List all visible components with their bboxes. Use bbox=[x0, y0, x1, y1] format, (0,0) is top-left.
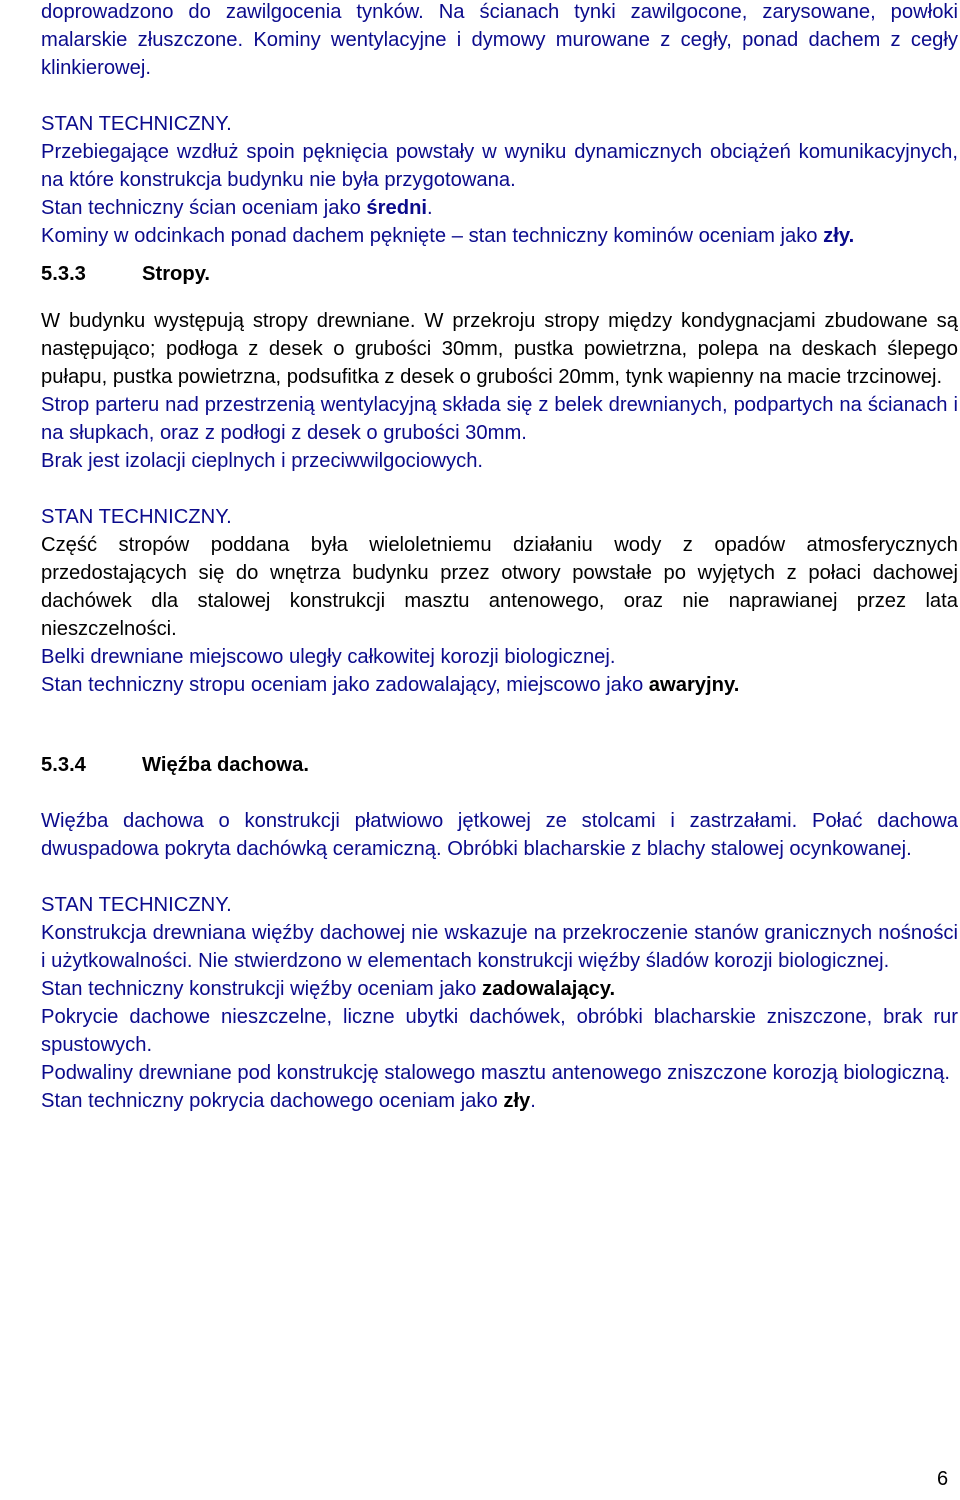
walls-tech-p2: Stan techniczny ścian oceniam jako średni. bbox=[41, 197, 433, 219]
section-533-p3: Brak jest izolacji cieplnych i przeciwwilgociowych. bbox=[41, 450, 484, 472]
section-533-t1: Część stropów poddana była wieloletniemu działaniu wody z opadów atmosferycznych przedostających się do wnętrza budynku przez otwory powstałe po wyjętych z połaci dachowej dachówek dla stalowej konstrukcji masztu antenowego, oraz nie naprawianej przez lata nieszczelności. bbox=[41, 534, 958, 640]
section-534-heading bbox=[41, 751, 958, 779]
page-number: 6 bbox=[937, 1468, 949, 1490]
walls-tech-heading: STAN TECHNICZNY. bbox=[41, 113, 232, 135]
roofing-rating: zły bbox=[503, 1090, 531, 1112]
section-533-tech-heading: STAN TECHNICZNY. bbox=[41, 506, 232, 528]
section-533-p1: W budynku występują stropy drewniane. W przekroju stropy między kondygnacjami zbudowane są następująco; podłoga z desek o grubości 30mm, pustka powietrzna, polepa na deskach ślepego pułapu, pustka powietrzna, podsufitka z desek o grubości 20mm, tynk wapienny na macie trzcinowej. bbox=[41, 310, 958, 388]
section-533-t3: Stan techniczny stropu oceniam jako zadowalający, miejscowo jako awaryjny. bbox=[41, 674, 740, 696]
walls-tech-p1: Przebiegające wzdłuż spoin pęknięcia powstały w wyniku dynamicznych obciążeń komunikacyjnych, na które konstrukcja budynku nie była przygotowana. bbox=[41, 141, 958, 191]
chimneys-rating: zły. bbox=[823, 225, 855, 247]
document-page bbox=[41, 0, 958, 1115]
roof-frame-rating: zadowalający. bbox=[481, 978, 616, 1000]
section-534-t2: Stan techniczny konstrukcji więźby oceniam jako zadowalający. bbox=[41, 978, 616, 1000]
intro-paragraph: doprowadzono do zawilgocenia tynków. Na ścianach tynki zawilgocone, zarysowane, powłoki malarskie złuszczone. Kominy wentylacyjne i dymowy murowane z cegły, ponad dachem z cegły klinkierowej. bbox=[41, 1, 958, 79]
section-534-p1: Więźba dachowa o konstrukcji płatwiowo jętkowej ze stolcami i zastrzałami. Połać dachowa dwuspadowa pokryta dachówką ceramiczną. Obróbki blacharskie z blachy stalowej ocynkowanej. bbox=[41, 810, 958, 860]
section-534-t3: Pokrycie dachowe nieszczelne, liczne ubytki dachówek, obróbki blacharskie zniszczone, brak rur spustowych. bbox=[41, 1006, 958, 1056]
section-533-heading bbox=[41, 260, 958, 288]
section-number: 5.3.3 bbox=[41, 263, 86, 285]
section-534-t4: Podwaliny drewniane pod konstrukcję stalowego masztu antenowego zniszczone korozją biologiczną. bbox=[41, 1062, 950, 1084]
section-title: Więźba dachowa. bbox=[142, 754, 309, 776]
walls-rating: średni bbox=[366, 197, 428, 219]
section-534-tech-heading: STAN TECHNICZNY. bbox=[41, 894, 232, 916]
walls-tech-p3: Kominy w odcinkach ponad dachem pęknięte – stan techniczny kominów oceniam jako zły. bbox=[41, 225, 855, 247]
floors-rating: awaryjny. bbox=[648, 674, 740, 696]
section-533-p2: Strop parteru nad przestrzenią wentylacyjną składa się z belek drewnianych, podpartych na ścianach i na słupkach, oraz z podłogi z desek o grubości 30mm. bbox=[41, 394, 958, 444]
section-533-t2: Belki drewniane miejscowo uległy całkowitej korozji biologicznej. bbox=[41, 646, 616, 668]
section-number: 5.3.4 bbox=[41, 754, 86, 776]
section-534-t5: Stan techniczny pokrycia dachowego oceniam jako zły. bbox=[41, 1090, 536, 1112]
section-title: Stropy. bbox=[142, 263, 211, 285]
section-534-t1: Konstrukcja drewniana więźby dachowej nie wskazuje na przekroczenie stanów granicznych nośności i użytkowalności. Nie stwierdzono w elementach konstrukcji więźby śladów korozji biologicznej. bbox=[41, 922, 958, 972]
